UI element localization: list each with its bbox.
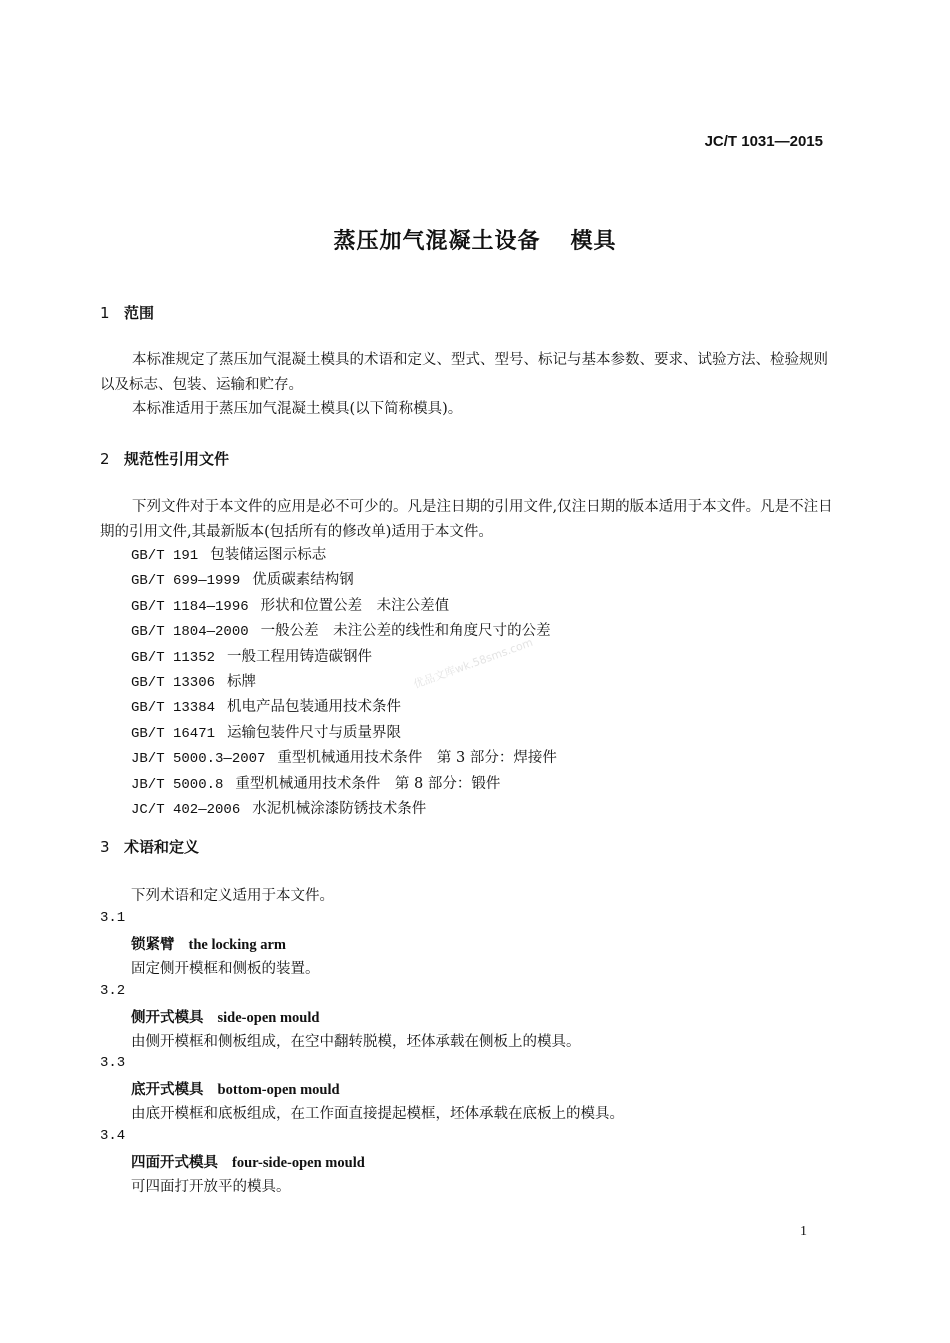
term-name: 侧开式模具 side-open mould — [131, 1010, 320, 1026]
reference-item: JC/T 402—2006 水泥机械涂漆防锈技术条件 — [131, 801, 427, 819]
term-definition: 由侧开模框和侧板组成，在空中翻转脱模，坯体承载在侧板上的模具。 — [131, 1034, 581, 1050]
term-number: 3.1 — [100, 910, 126, 926]
terms-intro: 下列术语和定义适用于本文件。 — [131, 888, 334, 904]
term-number: 3.2 — [100, 983, 126, 999]
reference-item: GB/T 1184—1996 形状和位置公差 未注公差值 — [131, 597, 450, 615]
reference-item: JB/T 5000.3—2007 重型机械通用技术条件 第 3 部分：焊接件 — [131, 750, 557, 768]
title-part-1: 蒸压加气混凝土设备 — [333, 229, 541, 254]
reference-item: GB/T 1804—2000 一般公差 未注公差的线性和角度尺寸的公差 — [131, 623, 551, 641]
reference-item: GB/T 13384 机电产品包装通用技术条件 — [131, 699, 402, 717]
scope-paragraph-2: 本标准适用于蒸压加气混凝土模具(以下简称模具)。 — [132, 401, 463, 417]
reference-item: GB/T 11352 一般工程用铸造碳钢件 — [131, 648, 373, 666]
normative-intro: 下列文件对于本文件的应用是必不可少的。凡是注日期的引用文件,仅注日期的版本适用于本文件。凡是不注日期的引用文件,其最新版本(包括所有的修改单)适用于本文件。 — [100, 499, 833, 540]
page-number: 1 — [800, 1224, 807, 1239]
title-part-2: 模具 — [570, 229, 617, 254]
term-number: 3.4 — [100, 1128, 126, 1144]
term-definition: 由底开模框和底板组成，在工作面直接提起模框，坯体承载在底板上的模具。 — [131, 1106, 624, 1122]
standard-code: JC/T 1031—2015 — [704, 133, 823, 150]
term-definition: 固定侧开模框和侧板的装置。 — [131, 961, 320, 977]
reference-item: GB/T 13306 标牌 — [131, 674, 257, 692]
reference-item: GB/T 16471 运输包装件尺寸与质量界限 — [131, 724, 402, 742]
term-name: 四面开式模具 four-side-open mould — [131, 1155, 365, 1171]
reference-list — [131, 543, 557, 822]
term-name: 锁紧臂 the locking arm — [131, 937, 286, 953]
term-definition: 可四面打开放平的模具。 — [131, 1179, 291, 1195]
document-title — [0, 224, 950, 255]
reference-item: JB/T 5000.8 重型机械通用技术条件 第 8 部分：锻件 — [131, 775, 501, 793]
scope-text — [100, 348, 840, 422]
reference-item: GB/T 699—1999 优质碳素结构钢 — [131, 572, 354, 590]
watermark: 优品文库wk.58sms.com — [411, 635, 535, 692]
term-number: 3.3 — [100, 1055, 126, 1071]
scope-paragraph-1: 本标准规定了蒸压加气混凝土模具的术语和定义、型式、型号、标记与基本参数、要求、试验方法、检验规则以及标志、包装、运输和贮存。 — [100, 352, 828, 393]
reference-item: GB/T 191 包装储运图示标志 — [131, 547, 327, 564]
section-heading-normative: 2 规范性引用文件 — [100, 450, 230, 468]
section-heading-scope: 1 范围 — [100, 304, 155, 322]
term-name: 底开式模具 bottom-open mould — [131, 1082, 340, 1098]
section-heading-terms: 3 术语和定义 — [100, 838, 200, 856]
